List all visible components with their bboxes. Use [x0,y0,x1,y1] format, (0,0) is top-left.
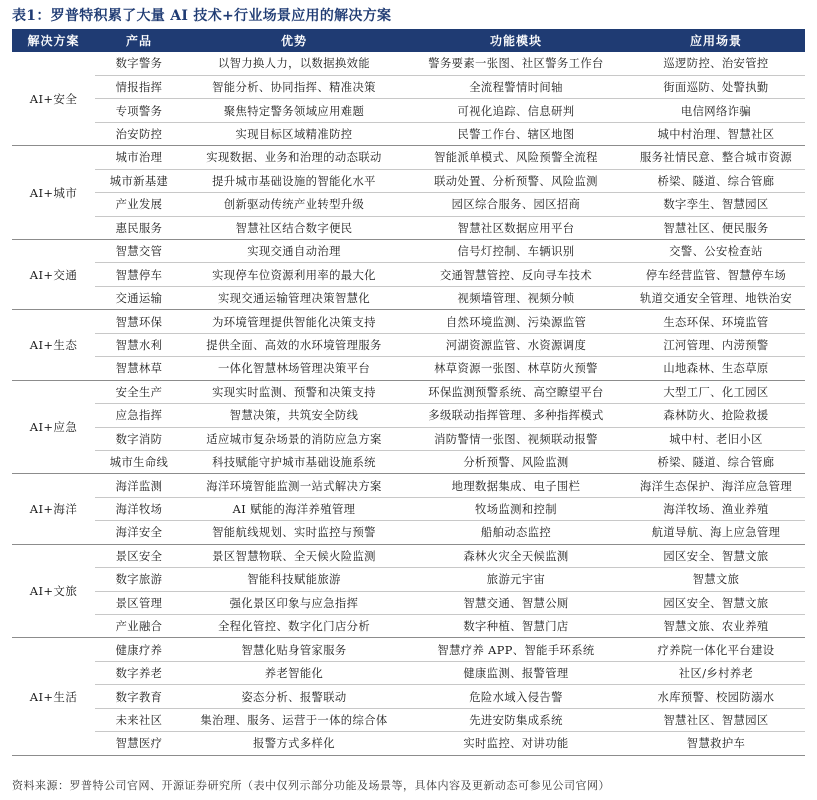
scenario-cell: 智慧文旅、农业养殖 [627,615,805,638]
solution-category-cell: AI+应急 [12,380,95,474]
advantage-cell: 实现目标区域精准防控 [183,122,405,145]
table-row [12,146,805,169]
product-cell: 数字养老 [95,661,183,684]
product-cell: 智慧环保 [95,310,183,333]
scenario-cell: 桥梁、隧道、综合管廊 [627,450,805,473]
advantage-cell: 实现实时监测、预警和决策支持 [183,380,405,403]
scenario-cell: 停车经营监管、智慧停车场 [627,263,805,286]
module-cell: 联动处置、分析预警、风险监测 [405,169,627,192]
advantage-cell: 提供全面、高效的水环境管理服务 [183,333,405,356]
product-cell: 健康疗养 [95,638,183,661]
scenario-cell: 数字孪生、智慧园区 [627,193,805,216]
table-row [12,122,805,145]
scenario-cell: 疗养院一体化平台建设 [627,638,805,661]
table-row [12,568,805,591]
solutions-table [12,29,805,756]
header-row [12,29,805,52]
product-cell: 产业融合 [95,615,183,638]
product-cell: 智慧医疗 [95,732,183,755]
module-cell: 信号灯控制、车辆识别 [405,240,627,263]
table-row [12,474,805,497]
advantage-cell: 姿态分析、报警联动 [183,685,405,708]
table-row [12,591,805,614]
module-cell: 智慧疗养 APP、智能手环系统 [405,638,627,661]
module-cell: 先进安防集成系统 [405,708,627,731]
product-cell: 景区管理 [95,591,183,614]
module-cell: 船舶动态监控 [405,521,627,544]
table-row [12,685,805,708]
advantage-cell: 实现交通自动治理 [183,240,405,263]
source-note: 资料来源：罗普特公司官网、开源证券研究所（表中仅列示部分功能及场景等，具体内容及更新动态可参见公司官网） [12,779,610,792]
module-cell: 牧场监测和控制 [405,497,627,520]
module-cell: 分析预警、风险监测 [405,450,627,473]
advantage-cell: 创新驱动传统产业转型升级 [183,193,405,216]
table-row [12,286,805,309]
scenario-cell: 智慧文旅 [627,568,805,591]
scenario-cell: 轨道交通安全管理、地铁治安 [627,286,805,309]
advantage-cell: 景区智慧物联、全天候火险监测 [183,544,405,567]
scenario-cell: 交警、公安检查站 [627,240,805,263]
module-cell: 消防警情一张图、视频联动报警 [405,427,627,450]
product-cell: 数字旅游 [95,568,183,591]
module-cell: 环保监测预警系统、高空瞭望平台 [405,380,627,403]
module-cell: 交通智慧管控、反向寻车技术 [405,263,627,286]
scenario-cell: 社区/乡村养老 [627,661,805,684]
scenario-cell: 街面巡防、处警执勤 [627,75,805,98]
advantage-cell: 智慧决策，共筑安全防线 [183,404,405,427]
advantage-cell: 实现停车位资源利用率的最大化 [183,263,405,286]
module-cell: 视频墙管理、视频分帧 [405,286,627,309]
product-cell: 智慧交管 [95,240,183,263]
advantage-cell: 为环境管理提供智能化决策支持 [183,310,405,333]
header-advantage: 优势 [183,29,405,52]
module-cell: 数字种植、智慧门店 [405,615,627,638]
solution-category-cell: AI+交通 [12,240,95,310]
table-row [12,357,805,380]
advantage-cell: 智慧社区结合数字便民 [183,216,405,239]
module-cell: 智慧交通、智慧公厕 [405,591,627,614]
table-body [12,52,805,755]
module-cell: 多级联动指挥管理、多种指挥模式 [405,404,627,427]
header-solution: 解决方案 [12,29,95,52]
product-cell: 交通运输 [95,286,183,309]
table-row [12,240,805,263]
advantage-cell: 科技赋能守护城市基础设施系统 [183,450,405,473]
table-row [12,404,805,427]
table-row [12,638,805,661]
scenario-cell: 巡逻防控、治安管控 [627,52,805,75]
scenario-cell: 水库预警、校园防溺水 [627,685,805,708]
table-row [12,169,805,192]
advantage-cell: 智能科技赋能旅游 [183,568,405,591]
advantage-cell: 强化景区印象与应急指挥 [183,591,405,614]
header-scenario: 应用场景 [627,29,805,52]
table-row [12,193,805,216]
header-module: 功能模块 [405,29,627,52]
solution-category-cell: AI+文旅 [12,544,95,638]
scenario-cell: 智慧社区、便民服务 [627,216,805,239]
table-row [12,521,805,544]
product-cell: 应急指挥 [95,404,183,427]
advantage-cell: 全程化管控、数字化门店分析 [183,615,405,638]
advantage-cell: 集治理、服务、运营于一体的综合体 [183,708,405,731]
advantage-cell: 一体化智慧林场管理决策平台 [183,357,405,380]
product-cell: 数字警务 [95,52,183,75]
table-row [12,216,805,239]
table-row [12,427,805,450]
table-row [12,310,805,333]
scenario-cell: 城中村、老旧小区 [627,427,805,450]
product-cell: 数字教育 [95,685,183,708]
scenario-cell: 山地森林、生态草原 [627,357,805,380]
table-row [12,732,805,755]
scenario-cell: 海洋牧场、渔业养殖 [627,497,805,520]
advantage-cell: 实现数据、业务和治理的动态联动 [183,146,405,169]
solution-category-cell: AI+城市 [12,146,95,240]
table-row [12,450,805,473]
product-cell: 城市新基建 [95,169,183,192]
table-row [12,75,805,98]
scenario-cell: 航道导航、海上应急管理 [627,521,805,544]
product-cell: 未来社区 [95,708,183,731]
scenario-cell: 江河管理、内涝预警 [627,333,805,356]
module-cell: 河湖资源监管、水资源调度 [405,333,627,356]
module-cell: 可视化追踪、信息研判 [405,99,627,122]
product-cell: 智慧停车 [95,263,183,286]
advantage-cell: 实现交通运输管理决策智慧化 [183,286,405,309]
product-cell: 景区安全 [95,544,183,567]
scenario-cell: 生态环保、环境监管 [627,310,805,333]
table-row [12,380,805,403]
table-row [12,263,805,286]
product-cell: 惠民服务 [95,216,183,239]
scenario-cell: 海洋生态保护、海洋应急管理 [627,474,805,497]
module-cell: 旅游元宇宙 [405,568,627,591]
product-cell: 安全生产 [95,380,183,403]
advantage-cell: 以智力换人力，以数据换效能 [183,52,405,75]
scenario-cell: 智慧社区、智慧园区 [627,708,805,731]
scenario-cell: 桥梁、隧道、综合管廊 [627,169,805,192]
scenario-cell: 智慧救护车 [627,732,805,755]
product-cell: 智慧水利 [95,333,183,356]
solution-category-cell: AI+生活 [12,638,95,755]
product-cell: 城市治理 [95,146,183,169]
scenario-cell: 园区安全、智慧文旅 [627,544,805,567]
table-title: 表1：罗普特积累了大量 AI 技术+行业场景应用的解决方案 [12,8,392,24]
advantage-cell: 报警方式多样化 [183,732,405,755]
module-cell: 地理数据集成、电子围栏 [405,474,627,497]
product-cell: 治安防控 [95,122,183,145]
advantage-cell: 养老智能化 [183,661,405,684]
module-cell: 森林火灾全天候监测 [405,544,627,567]
scenario-cell: 城中村治理、智慧社区 [627,122,805,145]
module-cell: 实时监控、对讲功能 [405,732,627,755]
module-cell: 智能派单模式、风险预警全流程 [405,146,627,169]
advantage-cell: 适应城市复杂场景的消防应急方案 [183,427,405,450]
product-cell: 海洋监测 [95,474,183,497]
advantage-cell: AI 赋能的海洋养殖管理 [183,497,405,520]
module-cell: 自然环境监测、污染源监管 [405,310,627,333]
solution-category-cell: AI+海洋 [12,474,95,544]
table-row [12,497,805,520]
module-cell: 民警工作台、辖区地图 [405,122,627,145]
module-cell: 警务要素一张图、社区警务工作台 [405,52,627,75]
header-product: 产品 [95,29,183,52]
table-row [12,708,805,731]
advantage-cell: 智能分析、协同指挥、精准决策 [183,75,405,98]
advantage-cell: 聚焦特定警务领域应用难题 [183,99,405,122]
scenario-cell: 大型工厂、化工园区 [627,380,805,403]
module-cell: 健康监测、报警管理 [405,661,627,684]
table-row [12,333,805,356]
module-cell: 智慧社区数据应用平台 [405,216,627,239]
advantage-cell: 智能航线规划、实时监控与预警 [183,521,405,544]
product-cell: 情报指挥 [95,75,183,98]
scenario-cell: 森林防火、抢险救援 [627,404,805,427]
table-row [12,99,805,122]
product-cell: 智慧林草 [95,357,183,380]
scenario-cell: 园区安全、智慧文旅 [627,591,805,614]
solution-category-cell: AI+安全 [12,52,95,146]
scenario-cell: 服务社情民意、整合城市资源 [627,146,805,169]
advantage-cell: 提升城市基础设施的智能化水平 [183,169,405,192]
table-row [12,544,805,567]
solution-category-cell: AI+生态 [12,310,95,380]
table-row [12,615,805,638]
scenario-cell: 电信网络诈骗 [627,99,805,122]
module-cell: 危险水域入侵告警 [405,685,627,708]
module-cell: 全流程警情时间轴 [405,75,627,98]
advantage-cell: 海洋环境智能监测一站式解决方案 [183,474,405,497]
product-cell: 专项警务 [95,99,183,122]
module-cell: 林草资源一张图、林草防火预警 [405,357,627,380]
table-row [12,52,805,75]
module-cell: 园区综合服务、园区招商 [405,193,627,216]
product-cell: 数字消防 [95,427,183,450]
advantage-cell: 智慧化贴身管家服务 [183,638,405,661]
product-cell: 城市生命线 [95,450,183,473]
product-cell: 海洋安全 [95,521,183,544]
product-cell: 产业发展 [95,193,183,216]
table-row [12,661,805,684]
product-cell: 海洋牧场 [95,497,183,520]
